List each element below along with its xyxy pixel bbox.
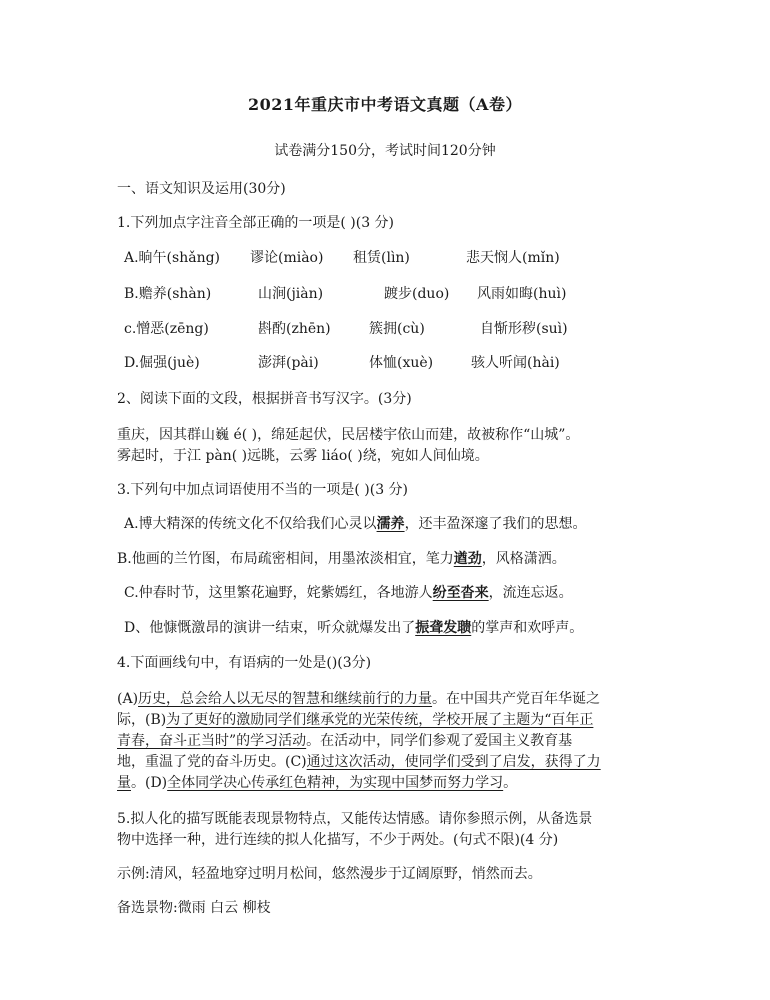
q4-text-3: 。在活动中，同学们参观了爱国主义教育基 xyxy=(306,733,573,749)
q1-stem: 1.下列加点字注音全部正确的一项是( )(3 分) xyxy=(117,215,395,231)
q2-stem: 2、阅读下面的文段，根据拼音书写汉字。(3分) xyxy=(117,391,412,407)
q1-option-d-1: D.倔强(juè) xyxy=(124,355,200,371)
q1-option-b-4: 风雨如晦(huì) xyxy=(477,286,567,302)
q5-stem-line-1: 5.拟人化的描写既能表现景物特点，又能传达情感。请你参照示例，从备选景 xyxy=(117,811,593,827)
q1-option-c-1: c.憎恶(zēng) xyxy=(124,321,209,337)
q3-option-c-term: 纷至沓来 xyxy=(432,585,489,601)
q1-option-a-2: 谬论(miào) xyxy=(250,250,324,266)
q4-passage-line-4 xyxy=(117,751,601,771)
q4-marker-a: (A) xyxy=(117,691,139,707)
q4-marker-b: 际，(B) xyxy=(117,712,167,728)
q3-option-c xyxy=(124,582,573,602)
q1-option-b-2: 山涧(jiàn) xyxy=(258,286,324,302)
q3-option-c-rest: ，流连忘返。 xyxy=(488,585,573,601)
q2-passage-line-1: 重庆，因其群山巍 é( )，绵延起伏，民居楼宇依山而建，故被称作“山城”。 xyxy=(117,427,580,443)
q1-option-c-4: 自惭形秽(suì) xyxy=(480,321,568,337)
q4-stem: 4.下面画线句中，有语病的一处是()(3分) xyxy=(117,655,372,671)
q4-passage-line-5 xyxy=(117,772,517,792)
q4-underlined-c-1: 通过这次活动，使同学们受到了启发，获得了力 xyxy=(306,754,601,770)
q1-option-c-2: 斟酌(zhēn) xyxy=(258,321,331,337)
q5-stem-line-2: 物中选择一种，进行连续的拟人化描写，不少于两处。(句式不限)(4 分) xyxy=(117,832,559,848)
section-heading: 一、语文知识及运用(30分) xyxy=(117,181,286,197)
q3-option-a-text: A.博大精深的传统文化不仅给我们心灵以 xyxy=(124,516,377,532)
q1-option-d-2: 澎湃(pài) xyxy=(258,355,319,371)
q3-option-d-term: 振聋发聩 xyxy=(415,620,472,636)
q4-underlined-b-1: 为了更好的激励同学们继承党的光荣传统，学校开展了主题为“百年正 xyxy=(166,712,594,728)
q4-underlined-b-2: 青春，奋斗正当时”的学习活动 xyxy=(117,733,307,749)
q3-option-d xyxy=(124,617,583,637)
q4-text-5: 。 xyxy=(503,775,518,791)
q4-marker-d: 。(D) xyxy=(131,775,168,791)
q4-underlined-d: 全体同学决心传承红色精神，为实现中国梦而努力学习 xyxy=(167,775,504,791)
q4-passage-line-1 xyxy=(117,688,600,708)
q4-passage-line-2 xyxy=(117,709,593,729)
q4-underlined-c-2: 量 xyxy=(117,775,131,791)
q1-option-a-4: 悲天悯人(mǐn) xyxy=(466,250,560,266)
q4-marker-c: 地，重温了党的奋斗历史。(C) xyxy=(117,754,307,770)
q1-option-d-4: 骇人听闻(hài) xyxy=(471,355,560,371)
q3-option-c-text: C.仲春时节，这里繁花遍野，姹紫嫣红，各地游人 xyxy=(124,585,433,601)
q3-option-b-rest: ，风格潇洒。 xyxy=(481,551,566,567)
q3-option-a-term: 濡养 xyxy=(376,516,405,532)
q3-stem: 3.下列句中加点词语使用不当的一项是( )(3 分) xyxy=(117,482,409,498)
q4-text-1: 。在中国共产党百年华诞之 xyxy=(432,691,601,707)
q1-option-a-1: A.晌午(shǎng) xyxy=(124,250,221,266)
q1-option-d-3: 体恤(xuè) xyxy=(369,355,434,371)
q1-option-b-1: B.赡养(shàn) xyxy=(124,286,212,302)
q1-option-c-3: 簇拥(cù) xyxy=(369,321,425,337)
q3-option-d-text: D、他慷慨激昂的演讲一结束，听众就爆发出了 xyxy=(124,620,416,636)
q4-passage-line-3 xyxy=(117,730,572,750)
q2-passage-line-2: 雾起时，于江 pàn( )远眺，云雾 liáo( )绕，宛如人间仙境。 xyxy=(117,448,489,464)
q4-underlined-a: 历史，总会给人以无尽的智慧和继续前行的力量 xyxy=(138,691,433,707)
page-subtitle: 试卷满分150分，考试时间120分钟 xyxy=(274,143,496,159)
q1-option-a-3: 租赁(lìn) xyxy=(353,250,410,266)
page-title: 2021年重庆市中考语文真题（A卷） xyxy=(248,95,522,114)
q3-option-b-text: B.他画的兰竹图，布局疏密相间，用墨浓淡相宜，笔力 xyxy=(117,551,454,567)
q1-option-b-3: 踱步(duo) xyxy=(384,286,450,302)
q3-option-b-term: 遒劲 xyxy=(453,551,482,567)
q5-example: 示例:清风，轻盈地穿过明月松间，悠然漫步于辽阔原野，悄然而去。 xyxy=(117,866,542,882)
q3-option-a-rest: ，还丰盈深邃了我们的思想。 xyxy=(404,516,587,532)
q5-options: 备选景物:微雨 白云 柳枝 xyxy=(117,900,271,916)
q3-option-b xyxy=(117,548,566,568)
q3-option-a xyxy=(124,513,587,533)
q3-option-d-rest: 的掌声和欢呼声。 xyxy=(471,620,584,636)
